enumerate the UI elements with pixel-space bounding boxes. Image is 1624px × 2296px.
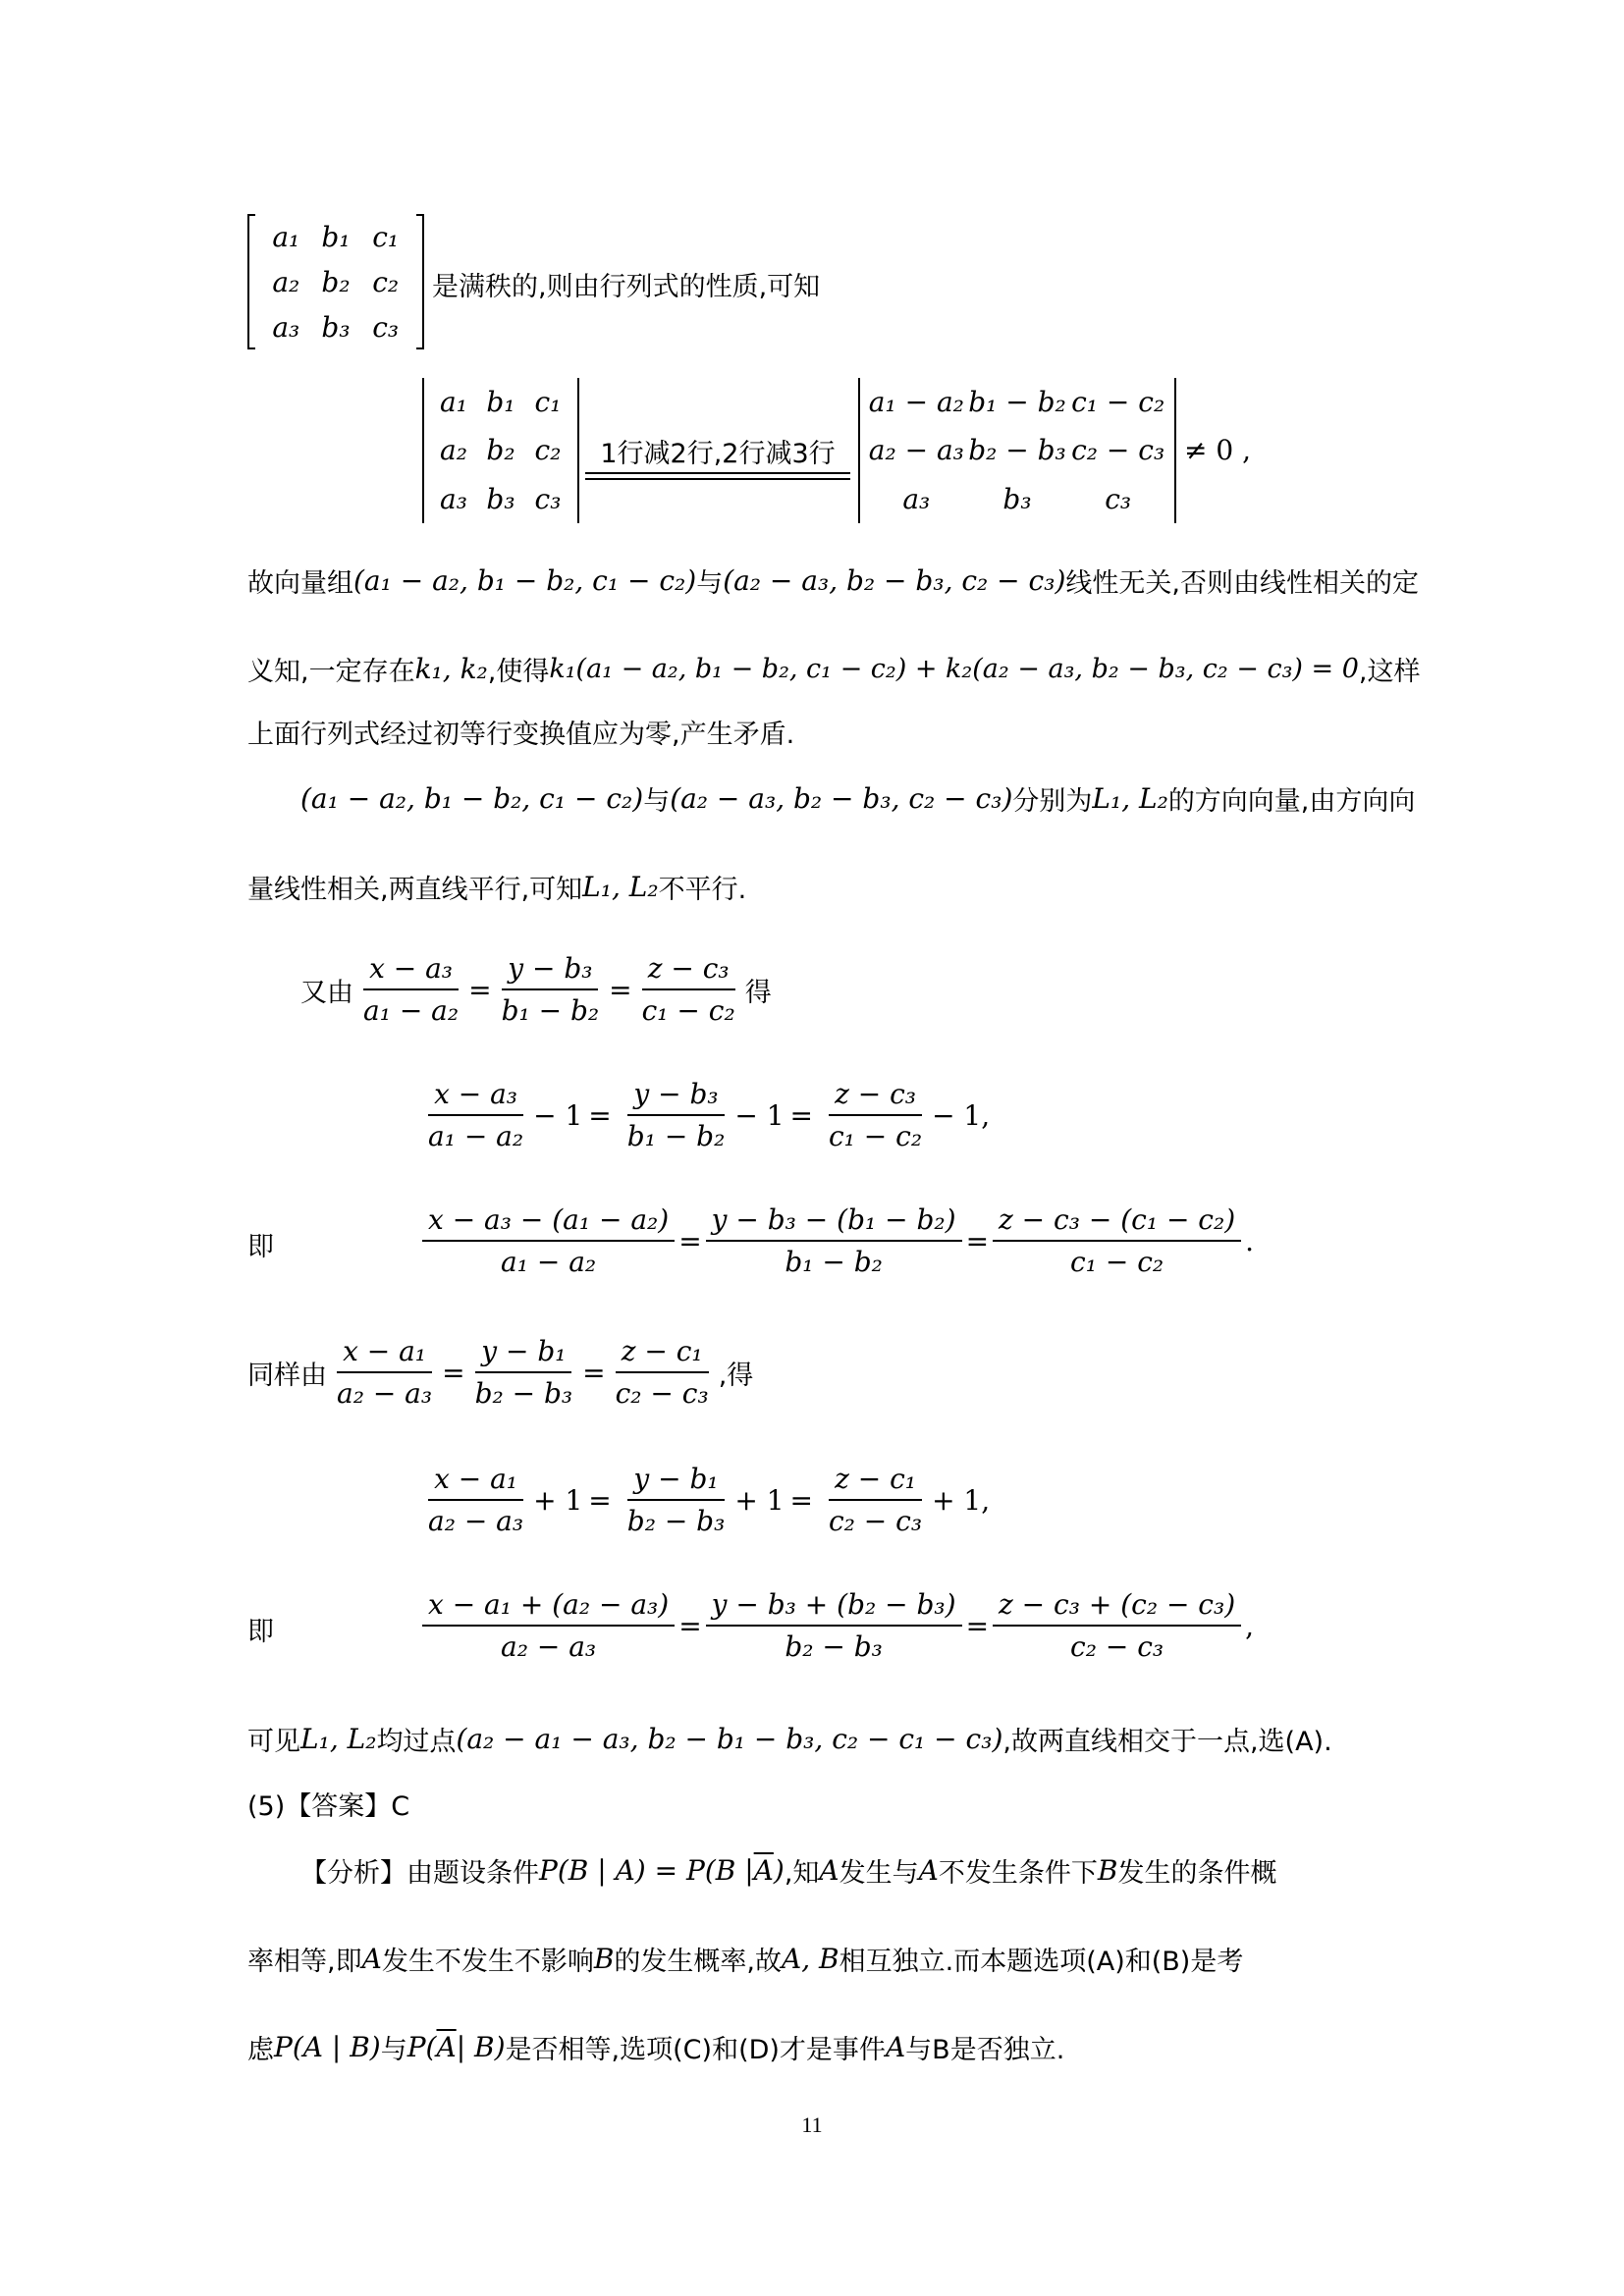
equals: = xyxy=(442,1356,465,1389)
denominator: b₁ − b₂ xyxy=(501,994,600,1027)
det-cell: b₁ − b₂ xyxy=(968,386,1066,419)
math: P(A | B) xyxy=(274,2031,381,2063)
text: 与 xyxy=(696,568,724,599)
fraction xyxy=(422,1203,675,1278)
double-equals-line xyxy=(585,472,850,480)
vector: (a₁ − a₂, b₁ − b₂, c₁ − c₂) xyxy=(353,564,697,597)
text: 的发生概率,故 xyxy=(614,1947,782,1977)
det-cell: b₂ − b₃ xyxy=(968,434,1066,467)
row-operation-label: 1行减2行,2行减3行 xyxy=(600,439,836,469)
plus-one: + 1 xyxy=(932,1483,982,1517)
vector: (a₂ − a₃, b₂ − b₃, c₂ − c₃) xyxy=(670,782,1013,815)
plus-one: + 1 xyxy=(533,1483,583,1517)
comma: , xyxy=(1245,1609,1255,1642)
equation-e xyxy=(418,1463,990,1537)
text: ,使得 xyxy=(487,657,550,687)
numerator: z − c₃ xyxy=(642,952,735,990)
para2-line1 xyxy=(300,779,1415,818)
math: L₁, L₂ xyxy=(1092,782,1168,815)
equals: = xyxy=(965,1609,990,1642)
fraction xyxy=(422,1588,675,1663)
label-ji: 即 xyxy=(247,1617,274,1647)
numerator: x − a₃ xyxy=(428,1078,523,1116)
fraction xyxy=(993,1588,1241,1663)
math: P( xyxy=(406,2031,437,2063)
equals: = xyxy=(582,1356,606,1389)
math: P(B | A) = P(B | xyxy=(539,1854,754,1887)
math: L₁, L₂ xyxy=(582,871,659,903)
equals: = xyxy=(588,1098,612,1132)
math: k₁(a₁ − a₂, b₁ − b₂, c₁ − c₂) + k₂(a₂ − a₃, b₂ − b₃, c₂ − c₃) = 0 xyxy=(549,654,1359,684)
equals: = xyxy=(609,973,632,1006)
numerator: x − a₁ xyxy=(337,1335,432,1373)
text: 同样由 xyxy=(247,1360,327,1391)
matrix-cell: a₁ xyxy=(272,220,300,253)
bracket-right xyxy=(416,214,424,349)
det-cell: a₂ xyxy=(440,434,467,467)
fraction xyxy=(706,1588,962,1663)
period: . xyxy=(1245,1224,1255,1257)
det-cell: c₂ xyxy=(534,434,562,467)
conclusion-line xyxy=(247,1720,1332,1758)
fraction xyxy=(823,1078,928,1152)
matrix-intro-text: 是满秩的,则由行列式的性质,可知 xyxy=(432,272,821,302)
denominator: b₂ − b₃ xyxy=(626,1505,726,1537)
fraction xyxy=(636,952,741,1027)
numerator: z − c₁ xyxy=(829,1463,922,1501)
math: L₁, L₂ xyxy=(300,1723,377,1755)
det-cell: b₃ xyxy=(1002,482,1032,515)
det-cell: c₁ xyxy=(534,386,562,419)
fraction xyxy=(496,952,606,1027)
text: 相互独立.而本题选项(A)和(B)是考 xyxy=(839,1947,1244,1977)
text: 量线性相关,两直线平行,可知 xyxy=(247,875,583,905)
fraction xyxy=(622,1078,731,1152)
fraction xyxy=(331,1335,438,1410)
para1-line2 xyxy=(247,650,1421,688)
equation-c xyxy=(418,1203,1254,1278)
det-bar-right xyxy=(577,378,579,523)
det-cell: c₃ xyxy=(534,482,562,515)
text: 发生与 xyxy=(839,1858,919,1889)
answer-text: (5)【答案】C xyxy=(247,1791,410,1822)
equation-a xyxy=(300,952,772,1027)
vector: (a₂ − a₃, b₂ − b₃, c₂ − c₃) xyxy=(723,564,1066,597)
numerator: y − b₁ xyxy=(475,1335,571,1373)
det-cell: a₃ xyxy=(902,482,931,515)
matrix-cell: a₃ xyxy=(272,310,300,344)
numerator: x − a₁ xyxy=(428,1463,523,1501)
equals: = xyxy=(678,1224,702,1257)
denominator: b₁ − b₂ xyxy=(626,1120,726,1152)
minus-one: − 1 xyxy=(932,1098,982,1132)
math: A, B xyxy=(782,1943,839,1975)
fraction xyxy=(823,1463,928,1537)
para1-line3 xyxy=(247,713,794,751)
denominator: c₁ − c₂ xyxy=(828,1120,923,1152)
text: 与 xyxy=(380,2035,407,2065)
matrix-cell: b₃ xyxy=(321,310,351,344)
text: 发生的条件概 xyxy=(1117,1858,1277,1889)
minus-one: − 1 xyxy=(734,1098,785,1132)
equals: = xyxy=(965,1224,990,1257)
text: 率相等,即 xyxy=(247,1947,362,1977)
numerator: z − c₁ xyxy=(616,1335,709,1373)
label-ji: 即 xyxy=(247,1232,274,1262)
fraction xyxy=(610,1335,715,1410)
denominator: a₂ − a₃ xyxy=(337,1377,433,1410)
minus-one: − 1 xyxy=(533,1098,583,1132)
text: 与 xyxy=(643,786,671,817)
denominator: a₂ − a₃ xyxy=(501,1630,597,1663)
denominator: a₁ − a₂ xyxy=(428,1120,524,1152)
denominator: a₁ − a₂ xyxy=(501,1246,597,1278)
det-cell: c₂ − c₃ xyxy=(1071,434,1165,467)
answer-line xyxy=(247,1785,409,1823)
det-not-zero: ≠ 0 , xyxy=(1184,434,1251,466)
text: 义知,一定存在 xyxy=(247,657,415,687)
text: 得 xyxy=(744,977,772,1008)
numerator: x − a₃ − (a₁ − a₂) xyxy=(422,1203,675,1242)
numerator: z − c₃ xyxy=(829,1078,922,1116)
det-cell: c₃ xyxy=(1105,482,1132,515)
math: A xyxy=(918,1854,939,1887)
text: 线性无关,否则由线性相关的定 xyxy=(1065,568,1419,599)
equation-d xyxy=(247,1335,753,1410)
analysis-line1 xyxy=(300,1851,1276,1890)
equals: = xyxy=(588,1483,612,1517)
numerator: y − b₁ xyxy=(627,1463,724,1501)
matrix-cell: b₁ xyxy=(321,220,351,253)
denominator: c₂ − c₃ xyxy=(828,1505,923,1537)
equals: = xyxy=(468,973,492,1006)
denominator: c₂ − c₃ xyxy=(615,1377,709,1410)
bracket-left xyxy=(247,214,255,349)
text: 又由 xyxy=(300,977,353,1008)
analysis-line2 xyxy=(247,1940,1243,1978)
text: ,故两直线相交于一点,选(A). xyxy=(1002,1727,1332,1757)
matrix-cell: c₂ xyxy=(372,265,400,298)
det-cell: c₁ − c₂ xyxy=(1071,386,1165,419)
denominator: b₂ − b₃ xyxy=(474,1377,573,1410)
fraction xyxy=(422,1078,529,1152)
numerator: x − a₁ + (a₂ − a₃) xyxy=(422,1588,675,1627)
det-bar-right xyxy=(1174,378,1176,523)
det-cell: a₂ − a₃ xyxy=(868,434,964,467)
numerator: z − c₃ + (c₂ − c₃) xyxy=(993,1588,1241,1627)
det-cell: b₃ xyxy=(486,482,515,515)
numerator: z − c₃ − (c₁ − c₂) xyxy=(993,1203,1241,1242)
numerator: y − b₃ + (b₂ − b₃) xyxy=(706,1588,962,1627)
text: 分别为 xyxy=(1012,786,1093,817)
determinant-right xyxy=(858,378,1176,523)
fraction xyxy=(469,1335,579,1410)
text: 上面行列式经过初等行变换值应为零,产生矛盾. xyxy=(247,720,795,750)
para1-line1 xyxy=(247,561,1419,600)
text: 的方向向量,由方向向 xyxy=(1167,786,1416,817)
determinant-left xyxy=(422,378,579,523)
det-cell: b₁ xyxy=(486,386,515,419)
text: ,得 xyxy=(718,1360,754,1391)
det-cell: a₁ xyxy=(440,386,467,419)
denominator: c₁ − c₂ xyxy=(641,994,735,1027)
text: ,这样 xyxy=(1358,657,1421,687)
analysis-line3 xyxy=(247,2028,1064,2066)
text: 不平行. xyxy=(658,875,747,905)
fraction xyxy=(422,1463,529,1537)
comma: , xyxy=(981,1483,991,1517)
det-bar-left xyxy=(858,378,860,523)
denominator: b₁ − b₂ xyxy=(785,1246,883,1278)
math: | B) xyxy=(456,2031,506,2063)
det-bar-left xyxy=(422,378,424,523)
det-cell: a₃ xyxy=(440,482,467,515)
matrix-cell: b₂ xyxy=(321,265,351,298)
text: 故向量组 xyxy=(247,568,353,599)
equals: = xyxy=(678,1609,702,1642)
matrix-abc xyxy=(247,214,424,349)
math: B xyxy=(593,1943,615,1975)
numerator: y − b₃ − (b₁ − b₂) xyxy=(706,1203,962,1242)
text: 【分析】由题设条件 xyxy=(300,1858,539,1889)
numerator: y − b₃ xyxy=(627,1078,724,1116)
text: 发生不发生不影响 xyxy=(381,1947,594,1977)
text: ,知 xyxy=(784,1858,820,1889)
equals: = xyxy=(789,1098,813,1132)
para2-line2 xyxy=(247,868,746,906)
text: 是否相等,选项(C)和(D)才是事件 xyxy=(505,2035,886,2065)
equation-b xyxy=(418,1078,990,1152)
point: (a₂ − a₁ − a₃, b₂ − b₁ − b₃, c₂ − c₁ − c₃) xyxy=(456,1723,1003,1755)
denominator: c₂ − c₃ xyxy=(1070,1630,1164,1663)
fraction xyxy=(993,1203,1241,1278)
text: 虑 xyxy=(247,2035,274,2065)
det-cell: a₁ − a₂ xyxy=(868,386,964,419)
a-bar: $\overline{A}$ xyxy=(436,2031,457,2063)
denominator: c₁ − c₂ xyxy=(1070,1246,1164,1278)
math: A xyxy=(885,2031,906,2063)
math: ) xyxy=(773,1854,785,1887)
matrix-cell: a₂ xyxy=(272,265,300,298)
numerator: y − b₃ xyxy=(502,952,598,990)
denominator: b₂ − b₃ xyxy=(785,1630,883,1663)
text: 均过点 xyxy=(376,1727,457,1757)
math: k₁, k₂ xyxy=(414,653,488,685)
text: 不发生条件下 xyxy=(938,1858,1098,1889)
det-cell: b₂ xyxy=(486,434,515,467)
text: 与B是否独立. xyxy=(905,2035,1065,2065)
matrix-cell: c₁ xyxy=(372,220,400,253)
row-operation-equals xyxy=(585,432,850,480)
fraction xyxy=(706,1203,962,1278)
fraction xyxy=(357,952,464,1027)
numerator: x − a₃ xyxy=(363,952,459,990)
a-bar: $\overline{A}$ xyxy=(753,1854,774,1887)
page-number: 11 xyxy=(801,2112,823,2137)
matrix-cell: c₃ xyxy=(372,310,400,344)
equation-f xyxy=(418,1588,1254,1663)
equals: = xyxy=(789,1483,813,1517)
comma: , xyxy=(981,1098,991,1132)
text: 可见 xyxy=(247,1727,300,1757)
denominator: a₂ − a₃ xyxy=(428,1505,524,1537)
plus-one: + 1 xyxy=(734,1483,785,1517)
denominator: a₁ − a₂ xyxy=(363,994,460,1027)
fraction xyxy=(622,1463,731,1537)
math: A xyxy=(361,1943,382,1975)
math: B xyxy=(1097,1854,1118,1887)
vector: (a₁ − a₂, b₁ − b₂, c₁ − c₂) xyxy=(300,782,644,815)
math: A xyxy=(819,1854,839,1887)
